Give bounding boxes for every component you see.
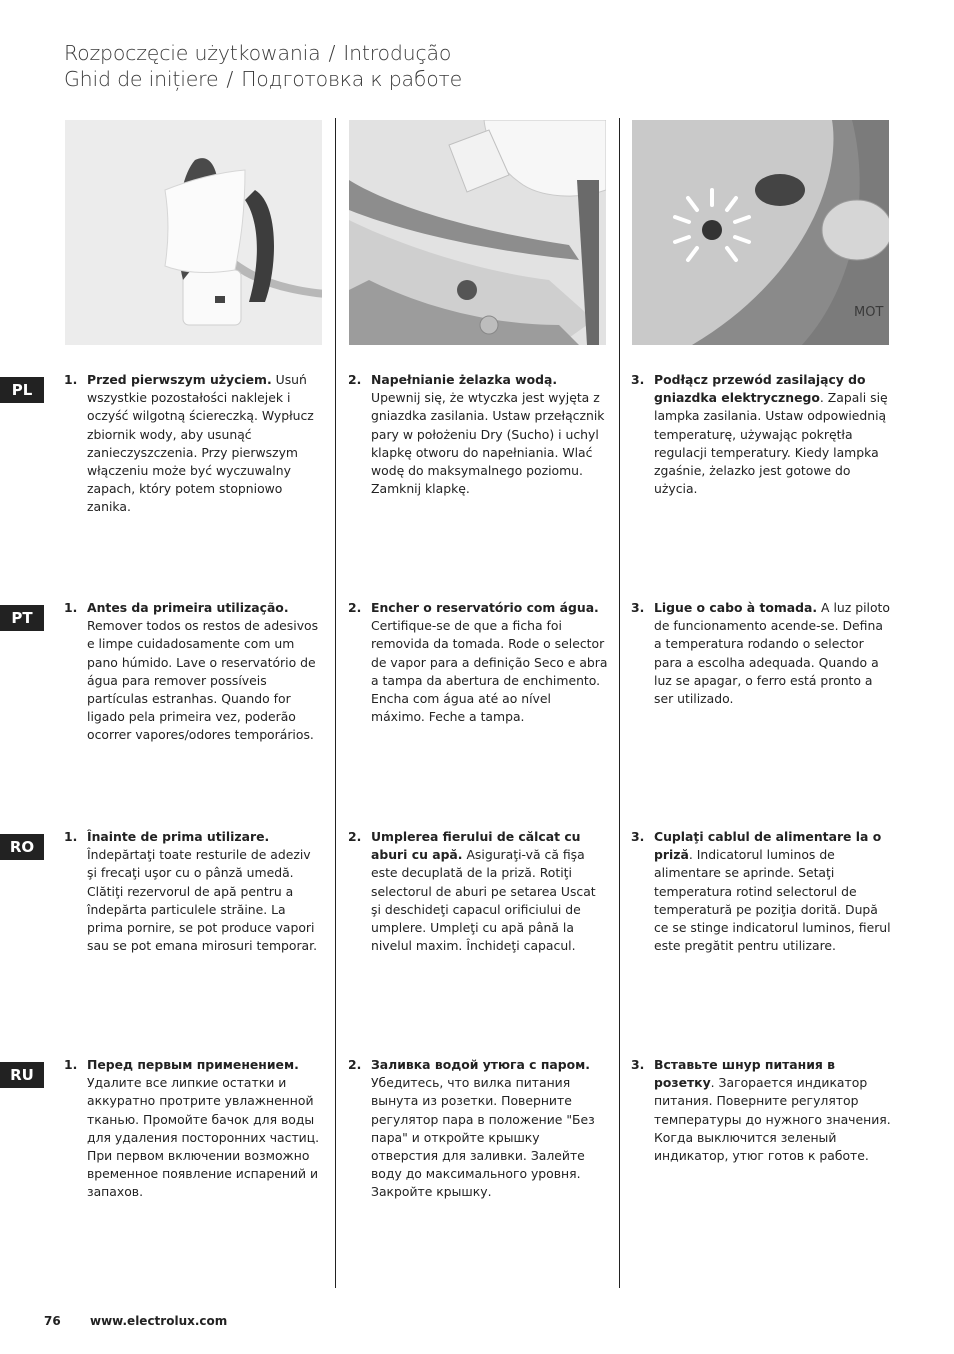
step-title: Перед первым применением. [87,1057,299,1072]
title-line-1 [64,40,462,66]
ro-step-1 [64,828,324,955]
step-title: Заливка водой утюга с паром. [371,1057,590,1072]
step-title: Cuplaţi cablul de alimentare la o priză [654,829,882,863]
step-number: 1. [64,829,78,844]
step-title: Przed pierwszym użyciem. [87,372,272,387]
pl-step-2 [348,371,608,498]
title-pt: Introdução [343,41,452,65]
column-divider-1 [335,118,336,1288]
pilot-light-illustration [632,120,889,345]
step-number: 1. [64,372,78,387]
ro-step-3 [631,828,891,955]
ru-step-2 [348,1056,608,1202]
step-number: 2. [348,1057,362,1072]
step-number: 1. [64,1057,78,1072]
step-number: 2. [348,600,362,615]
filling-water-illustration [349,120,606,345]
lang-tab-pl: PL [0,377,44,403]
lang-tab-pt: PT [0,605,44,631]
step-text: Usuń wszystkie pozostałości naklejek i oczyść wilgotną ściereczką. Wypłucz zbiornik wody, aby usunąć zanieczyszczenia. Przy pierwszym włączeniu może być wyczuwalny zapach, który potem stopniowo zanika. [87,372,314,515]
step-title: Umplerea fierului de călcat cu aburi cu apă. [371,829,581,863]
footer-url: www.electrolux.com [90,1314,228,1328]
step-number: 3. [631,372,645,387]
title-line-2 [64,66,462,92]
step-text: . Zapali się lampka zasilania. Ustaw odpowiednią temperaturę, używając pokrętła regulacji temperatury. Kiedy lampka zgaśnie, żelazko jest gotowe do użycia. [654,390,888,497]
iron-brand-label: MOT [854,305,884,320]
pt-step-2 [348,599,608,726]
step-title: Antes da primeira utilização. [87,600,289,615]
pl-step-1 [64,371,324,517]
pt-step-3 [631,599,891,708]
step-text: A luz piloto de funcionamento acende-se. Defina a temperatura rodando o selector para a escolha adequada. Quando a luz se apagar, o ferro está pronto a ser utilizado. [654,600,890,707]
title-ro: Ghid de inițiere [64,67,219,91]
step-text: Удалите все липкие остатки и аккуратно протрите увлажненной тканью. Промойте бачок для воды для удаления посторонних частиц. При первом включении возможно временное появление испарений и запахов. [87,1075,320,1200]
step-text: Убедитесь, что вилка питания вынута из розетки. Поверните регулятор пара в положение "Без пара" и откройте крышку отверстия для заливки. Залейте воду до максимального уровня. Закройте крышку. [371,1075,595,1200]
title-separator: / [226,67,234,91]
iron-with-cloth-illustration [65,120,322,345]
water-jug-icon [349,120,606,345]
step-text: Certifique-se de que a ficha foi removida da tomada. Rode o selector de vapor para a definição Seco e abra a tampa da abertura de enchimento. Encha com água até ao nível máximo. Feche a tampa. [371,618,608,725]
page-title [64,40,462,92]
step-number: 2. [348,372,362,387]
step-title: Ligue o cabo à tomada. [654,600,818,615]
page-number: 76 [44,1314,61,1328]
step-title: Encher o reservatório com água. [371,600,599,615]
step-number: 1. [64,600,78,615]
step-number: 3. [631,829,645,844]
ru-step-3 [631,1056,891,1165]
title-separator: / [328,41,336,65]
iron-cloth-icon [65,120,322,345]
step-text: Upewnij się, że wtyczka jest wyjęta z gniazdka zasilania. Ustaw przełącznik pary w położeniu Dry (Sucho) i uchyl klapkę otworu do napełniania. Wlać wodę do maksymalnego poziomu. Zamknij klapkę. [371,390,605,497]
step-number: 3. [631,1057,645,1072]
lang-tab-ru: RU [0,1062,44,1088]
step-text: Remover todos os restos de adesivos e limpe cuidadosamente com um pano húmido. Lave o reservatório de água para remover possíveis partículas estranhas. Quando for ligado pela primeira vez, poderão ocorrer vapores/odores temporários. [87,618,319,743]
title-ru: Подготовка к работе [241,67,463,91]
step-text: Îndepărtaţi toate resturile de adeziv şi frecaţi uşor cu o pânză umedă. Clătiţi rezervorul de apă pentru a îndepărta particulele străine. La prima pornire, se pot produce vapori sau se pot emana mirosuri temporar. [87,847,318,954]
pt-step-1 [64,599,324,745]
step-text: . Загорается индикатор питания. Поверните регулятор температуры до нужного значения. Когда выключится зеленый индикатор, утюг готов к работе. [654,1075,891,1164]
pl-step-3 [631,371,891,498]
lang-tab-ro: RO [0,834,44,860]
step-title: Napełnianie żelazka wodą. [371,372,558,387]
step-title: Podłącz przewód zasilający do gniazdka elektrycznego [654,372,866,406]
column-divider-2 [619,118,620,1288]
ru-step-1 [64,1056,324,1202]
pilot-light-icon [632,120,889,345]
step-title: Вставьте шнур питания в розетку [654,1057,836,1091]
step-text: Asiguraţi-vă că fişa este decuplată de la priză. Rotiţi selectorul de aburi pe setarea Uscat şi deschideţi capacul orificiului de umplere. Umpleţi cu apă până la nivelul maxim. Închideţi capacul. [371,847,596,954]
step-number: 3. [631,600,645,615]
step-title: Înainte de prima utilizare. [87,829,270,844]
title-pl: Rozpoczęcie użytkowania [64,41,321,65]
step-number: 2. [348,829,362,844]
step-text: . Indicatorul luminos de alimentare se aprinde. Setaţi temperatura rotind selectorul de temperatură pe poziţia dorită. După ce se stinge indicatorul luminos, fierul este pregătit pentru utilizare. [654,847,891,954]
ro-step-2 [348,828,608,955]
